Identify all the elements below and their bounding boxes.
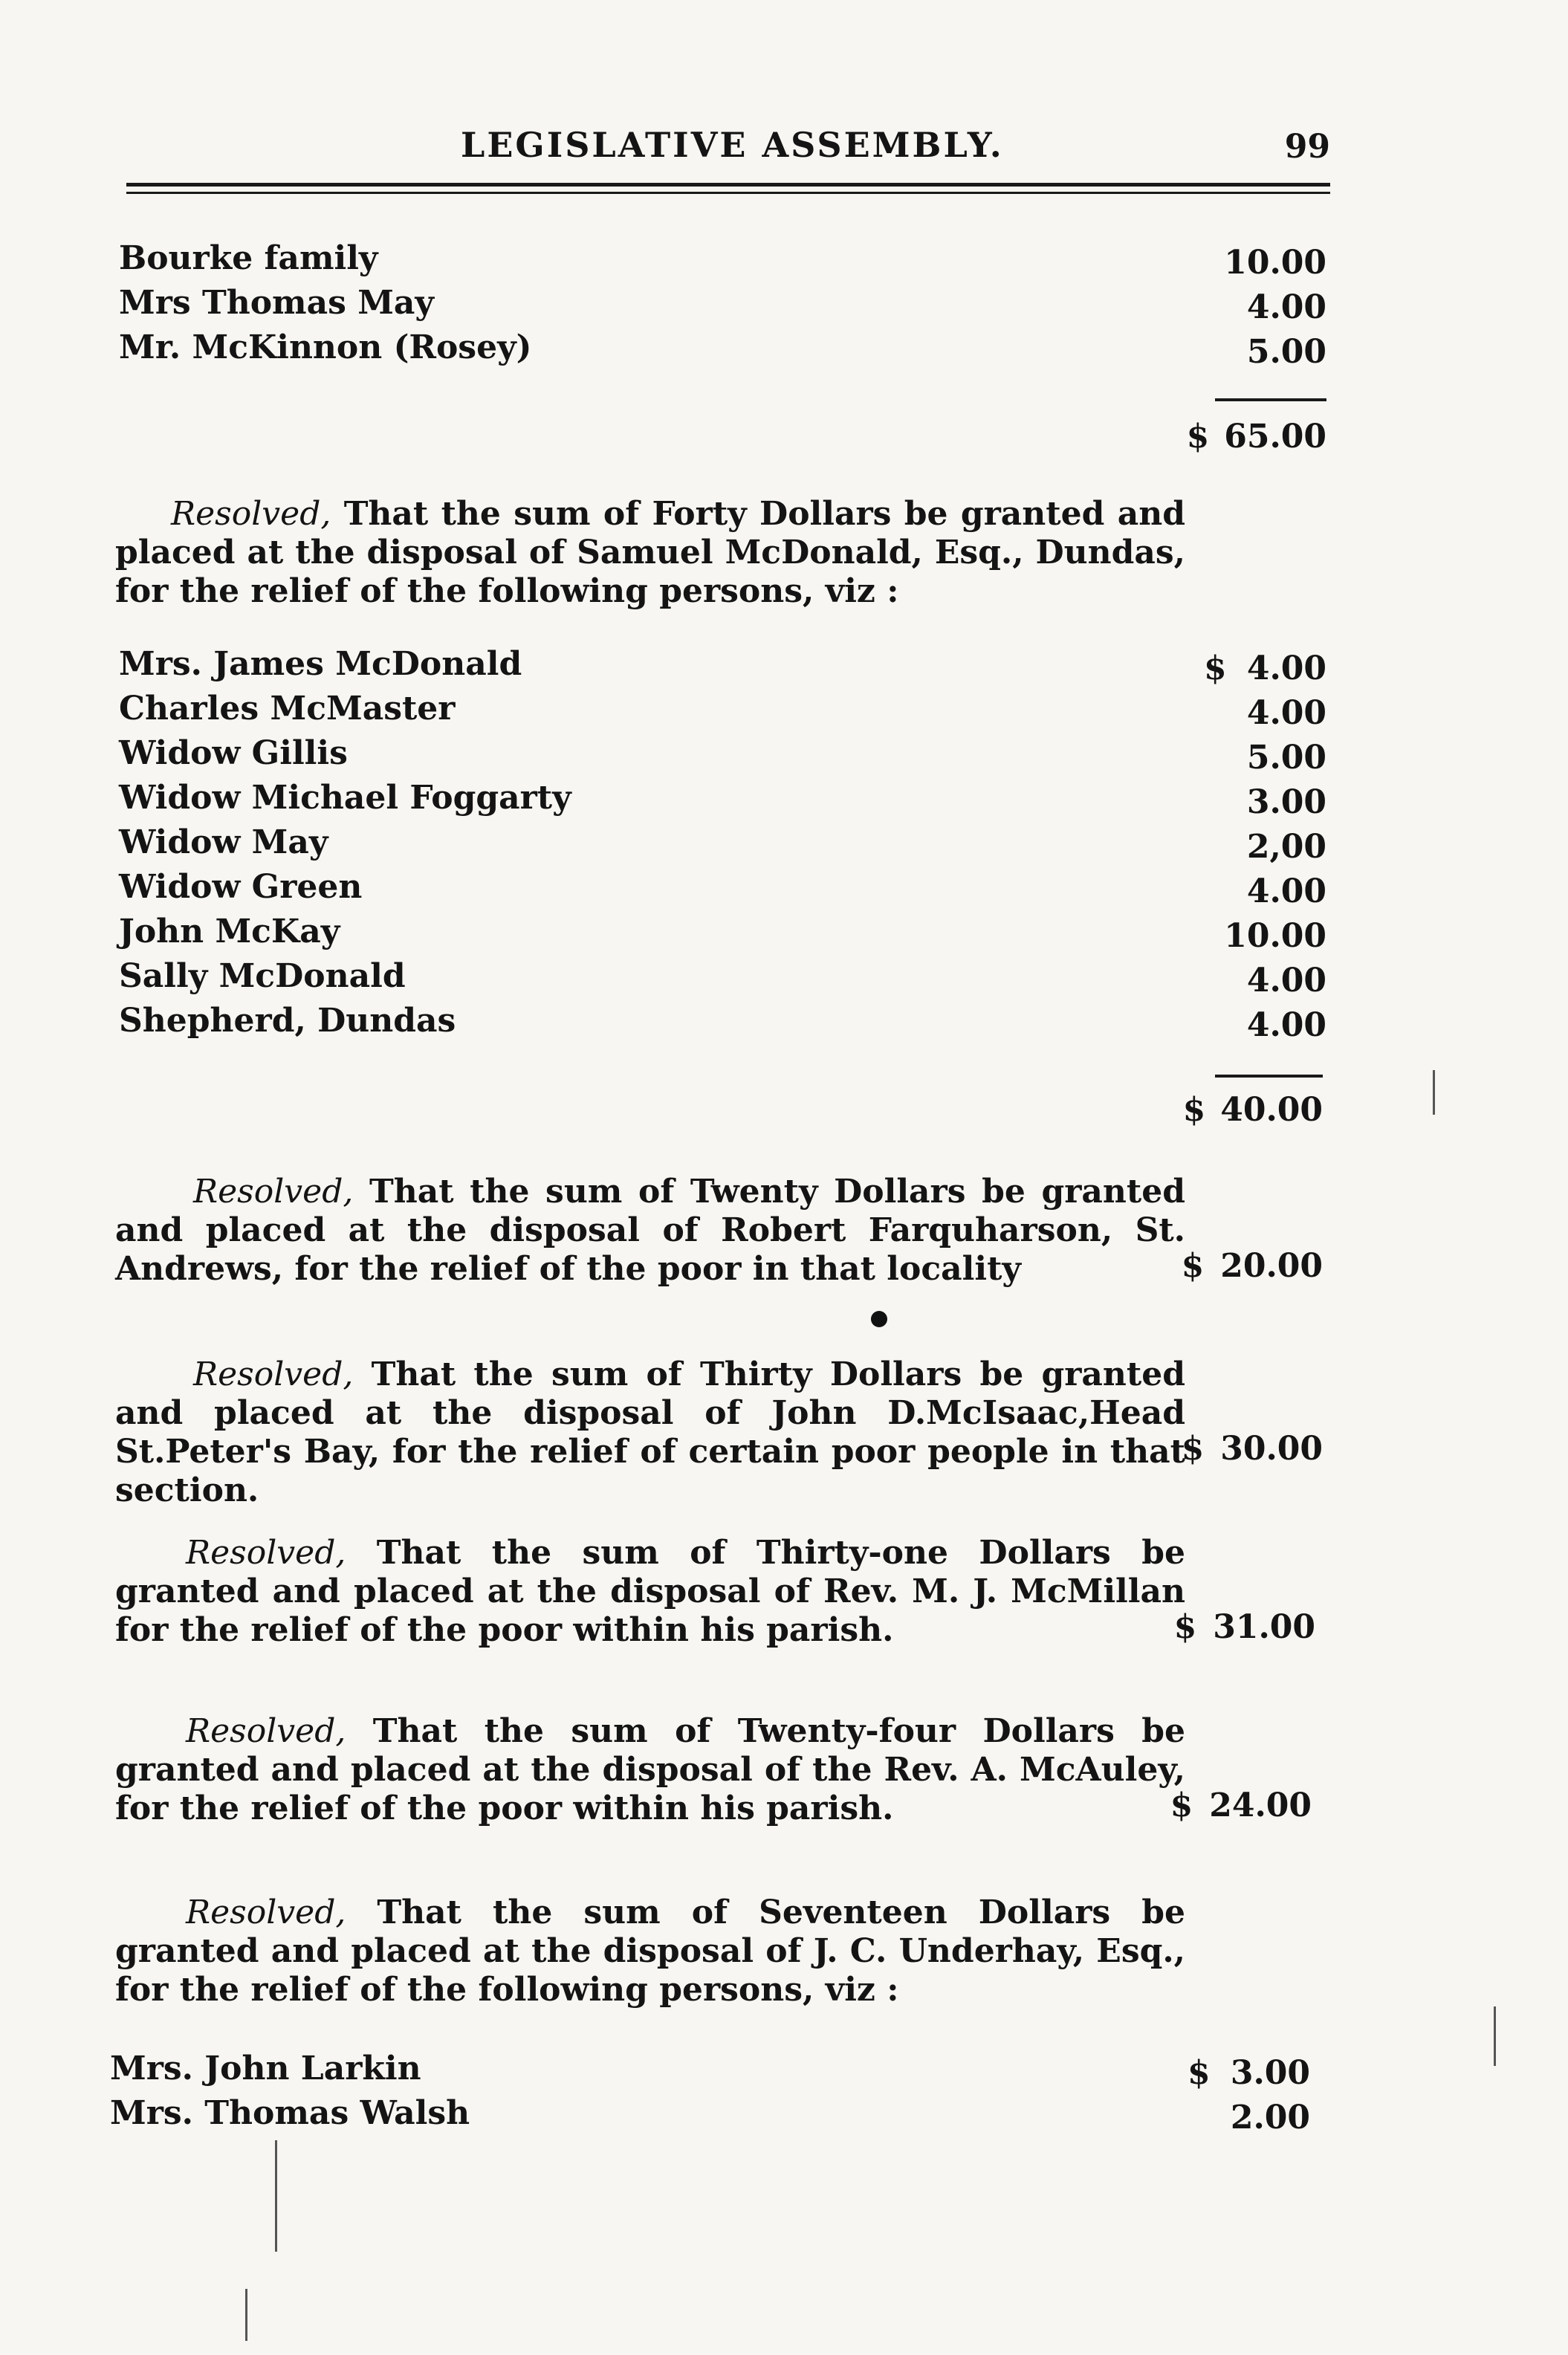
resolution-paragraph: Resolved, That the sum of Seventeen Dollars be granted and placed at the disposal of J. C. Underhay, Esq., for the relief of the following persons, viz : [115, 1894, 1185, 2009]
relief-list [119, 645, 1326, 1046]
sum-rule [1215, 398, 1326, 401]
list-item: Mrs. John Larkin $ 3.00 [110, 2050, 1310, 2092]
list-total: $ 65.00 [1186, 418, 1326, 456]
resolution-paragraph: Resolved, That the sum of Twenty-four Dollars be granted and placed at the disposal of the Rev. A. McAuley, for the relief of the poor within his parish. [115, 1712, 1186, 1827]
header-rule-top [126, 183, 1330, 187]
list-item: Widow Gillis 5.00 [119, 734, 1326, 777]
granted-amount: $ 31.00 [1173, 1608, 1315, 1646]
list-item: Widow Green 4.00 [119, 868, 1326, 910]
scan-mark [275, 2140, 277, 2252]
scan-mark [1494, 2006, 1496, 2066]
list-item: Mr. McKinnon (Rosey) 5.00 [119, 328, 1326, 371]
scan-mark [245, 2289, 247, 2341]
page-number: 99 [1284, 128, 1330, 166]
list-item: Mrs Thomas May 4.00 [119, 284, 1326, 326]
relief-list [110, 2050, 1310, 2139]
granted-amount: $ 20.00 [1181, 1247, 1323, 1285]
scan-mark [1433, 1070, 1435, 1115]
resolution-paragraph: Resolved, That the sum of Thirty Dollars be granted and placed at the disposal of John D.McIsaac,Head St.Peter's Bay, for the relief of certain poor people in that section. [115, 1355, 1185, 1509]
page-title: LEGISLATIVE ASSEMBLY. [461, 125, 1004, 165]
resolution-paragraph: Resolved, That the sum of Thirty-one Dollars be granted and placed at the disposal of Rev. M. J. McMillan for the relief of the poor within his parish. [115, 1534, 1185, 1649]
list-item: Mrs. James McDonald $ 4.00 [119, 645, 1326, 687]
list-item: Sally McDonald 4.00 [119, 957, 1326, 1000]
ink-blot [871, 1311, 887, 1327]
resolution-paragraph: Resolved, That the sum of Forty Dollars be granted and placed at the disposal of Samuel McDonald, Esq., Dundas, for the relief of the following persons, viz : [115, 495, 1185, 610]
list-item: Widow May 2,00 [119, 823, 1326, 866]
list-item: Bourke family 10.00 [119, 239, 1326, 282]
granted-amount: $ 24.00 [1170, 1787, 1312, 1824]
list-item: John McKay 10.00 [119, 913, 1326, 955]
granted-amount: $ 30.00 [1181, 1430, 1323, 1468]
running-header [126, 125, 1330, 169]
sum-rule [1215, 1075, 1323, 1078]
list-item: Shepherd, Dundas 4.00 [119, 1002, 1326, 1044]
resolution-paragraph: Resolved, That the sum of Twenty Dollars be granted and placed at the disposal of Robert Farquharson, St. Andrews, for the relief of the poor in that locality [115, 1173, 1185, 1288]
list-item: Charles McMaster 4.00 [119, 690, 1326, 732]
list-item: Mrs. Thomas Walsh 2.00 [110, 2094, 1310, 2137]
header-rule-bottom [126, 192, 1330, 194]
list-item: Widow Michael Foggarty 3.00 [119, 779, 1326, 821]
list-total: $ 40.00 [1182, 1091, 1323, 1129]
relief-list-continued [119, 239, 1326, 373]
